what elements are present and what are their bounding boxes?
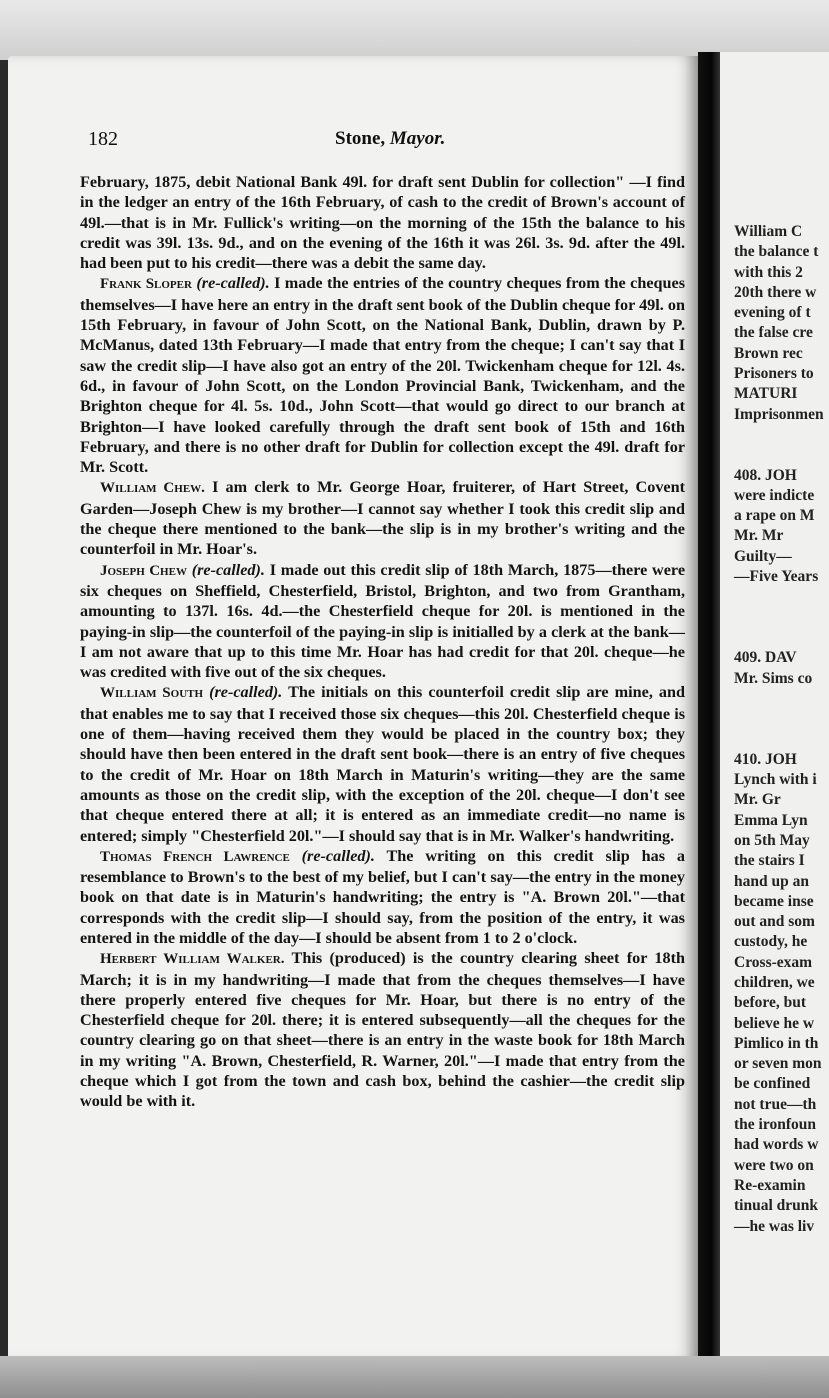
right-page <box>720 52 829 1362</box>
speaker-name: Herbert William Walker. <box>100 951 285 968</box>
right-page-line: Lynch with i <box>734 771 817 789</box>
right-page-line: Emma Lyn <box>734 811 808 829</box>
paragraph-text: I made the entries of the country cheques from the cheques themselves—I have here an entry in the draft sent book of the Dublin cheque for 49l. on 15th February, in favour of John Scott, on the National Bank, Dublin, drawn by P. McManus, dated 13th February—I made that entry from the cheque; I can't say that I saw the credit slip—I have also got an entry of the 20l. Twickenham cheque for 12l. 4s. 6d., in favour of John Scott, on the London Provincial Bank, Twickenham, and the Brighton cheque for 4l. 5s. 10d., John Scott—that would go direct to our branch at Brighton—I have looked carefully through the draft sent book of 15th and 16th February, and there is no other draft for Dublin for collection except the 49l. draft for Mr. Scott. <box>80 274 685 477</box>
scan-bottom-margin <box>0 1356 829 1398</box>
right-page-line: Imprisonmen <box>734 405 824 423</box>
page-number: 182 <box>88 128 118 150</box>
speaker-note: (re-called). <box>191 560 265 579</box>
right-page-line: 20th there w <box>734 283 817 301</box>
paragraph-text: The writing on this credit slip has a resemblance to Brown's to the best of my belief, but I can't say—the entry in the money book on that date is in Maturin's handwriting; the entry is "A. Brown 20l."—that corresponds with the credit slip—I should say, from the position of the entry, it was entered in the middle of the day—I should be absent from 1 to 2 o'clock. <box>80 846 686 947</box>
right-page-line <box>734 445 829 465</box>
speaker-name: Thomas French Lawrence <box>100 848 290 865</box>
speaker-note: (re-called). <box>301 846 375 865</box>
right-page-line: the stairs I <box>734 852 805 870</box>
paragraph-text: I made out this credit slip of 18th March, 1875—there were six cheques on Sheffield, Chesterfield, Bristol, Brighton, and two from Grantham, amounting to 137l. 16s. 4d.—the Chesterfield cheque for 20l. is mentioned in the paying-in slip—the counterfoil of the paying-in slip is initialled by a clerk at the bank—I am not aware that up to this time Mr. Hoar has had credit for that 20l. cheque—he was credited with five out of the six cheques. <box>80 560 685 682</box>
right-page-line <box>734 689 829 709</box>
right-page-line: with this 2 <box>734 263 803 281</box>
right-page-line: Cross-exam <box>734 953 813 971</box>
speaker-name: Frank Sloper <box>100 276 192 293</box>
right-page-line: custody, he <box>734 933 808 951</box>
right-page-line: 409. DAV <box>734 649 797 667</box>
paragraph-text: This (produced) is the country clearing sheet for 18th March; it is in my handwriting—I made that from the cheques themselves—I have there properly entered five cheques for Mr. Hoar, but there is no entry of the Chesterfield cheque for 20l. there; it is entered subsequently—all the cheques for the country clearing go on that sheet—there is an entry in the waste book for 18th March in my writing "A. Brown, Chesterfield, R. Warner, 20l."—I made that entry from the cheque which I got from the town and cash box, behind the cashier—the credit slip would be with it. <box>80 949 686 1111</box>
right-page-line: 408. JOH <box>734 466 797 484</box>
paragraph <box>80 682 685 845</box>
right-page-line: became inse <box>734 892 814 910</box>
page-header <box>80 128 690 158</box>
paragraph <box>80 273 685 477</box>
right-page-line: were two on <box>734 1156 814 1174</box>
speaker-note: (re-called). <box>196 274 270 293</box>
book-gutter <box>698 52 720 1362</box>
right-page-line: Pimlico in th <box>734 1034 819 1052</box>
right-page-line: MATURI <box>734 385 798 403</box>
right-page-line <box>734 587 829 607</box>
right-page-line: the false cre <box>734 324 813 342</box>
right-page-line: hand up an <box>734 872 809 890</box>
paragraph <box>80 477 685 559</box>
paragraph <box>80 560 685 683</box>
paragraph <box>80 172 685 273</box>
right-page-line: 410. JOH <box>734 750 797 768</box>
running-head-role: Mayor. <box>389 128 446 149</box>
speaker-name: Joseph Chew <box>100 562 187 579</box>
right-page-line: not true—th <box>734 1095 817 1113</box>
paragraph <box>80 948 685 1111</box>
right-page-line: Mr. Mr <box>734 527 784 545</box>
right-page-line: out and som <box>734 913 815 931</box>
right-page-line: —he was liv <box>734 1217 815 1235</box>
right-page-line: Brown rec <box>734 344 803 362</box>
right-page-line: the ironfoun <box>734 1116 816 1134</box>
right-page-line: Re-examin <box>734 1176 806 1194</box>
right-page-line: believe he w <box>734 1014 815 1032</box>
paragraph <box>80 846 685 948</box>
right-page-line: a rape on M <box>734 507 815 525</box>
paragraph-text: The initials on this counterfoil credit slip are mine, and that enables me to say that I received those six cheques—this 20l. Chesterfield cheque is one of them—having received them they would be placed in the country box; they should have then been entered in the draft sent book—there is an entry of five cheques to the credit of Mr. Hoar on 18th March in Maturin's writing—they are the same amounts as those on the credit slip, with the exception of the 20l. cheque—I don't see that cheque entered there at all; it is entered as an immediate credit—no name is entered; simply "Chesterfield 20l."—I should say that is in Mr. Walker's handwriting. <box>80 683 686 845</box>
right-page-line: Guilty— <box>734 547 792 565</box>
right-page-line: the balance t <box>734 243 819 261</box>
speaker-note: (re-called). <box>209 683 283 702</box>
running-head-name: Stone, <box>335 128 386 149</box>
right-page-line: children, we <box>734 973 815 991</box>
right-page-line: be confined <box>734 1075 811 1093</box>
right-page-line: were indicte <box>734 486 815 504</box>
right-page-line: had words w <box>734 1136 819 1154</box>
running-head <box>335 128 445 150</box>
right-page-line: Mr. Sims co <box>734 669 813 687</box>
right-page-line: Mr. Gr <box>734 791 781 809</box>
right-page-line <box>734 425 829 445</box>
paragraph-text: February, 1875, debit National Bank 49l. for draft sent Dublin for collection" —I find in the ledger an entry of the 16th February, of cash to the credit of Brown's account of 49l.—that is in Mr. Fullick's writing—on the morning of the 15th the balance to his credit was 39l. 13s. 9d., and on the evening of the 16th it was 26l. 3s. 9d. after the 49l. had been put to his credit—there was a debit the same day. <box>80 173 685 273</box>
right-page-line: Prisoners to <box>734 365 814 383</box>
right-page-line <box>734 608 829 628</box>
scan-top-margin <box>0 0 829 60</box>
right-page-line <box>734 729 829 749</box>
right-page-line <box>734 628 829 648</box>
paragraph-text: I am clerk to Mr. George Hoar, fruiterer, of Hart Street, Covent Garden—Joseph Chew is my brother—I cannot say whether I took this credit slip and the cheque there mentioned to the bank—the slip is in my brother's writing and the counterfoil in Mr. Hoar's. <box>80 478 686 559</box>
right-page-line: William C <box>734 223 803 240</box>
right-page-line: or seven mon <box>734 1055 822 1073</box>
right-page-line: evening of t <box>734 304 811 322</box>
right-page-line: on 5th May <box>734 831 810 849</box>
right-page-line <box>734 709 829 729</box>
right-page-line: before, but <box>734 994 807 1012</box>
right-page-line: tinual drunk <box>734 1197 819 1215</box>
right-page-line: —Five Years <box>734 568 819 586</box>
speaker-name: William Chew. <box>100 480 205 497</box>
body-text <box>80 172 685 1112</box>
speaker-name: William South <box>100 685 204 702</box>
right-page-text <box>734 222 829 1237</box>
